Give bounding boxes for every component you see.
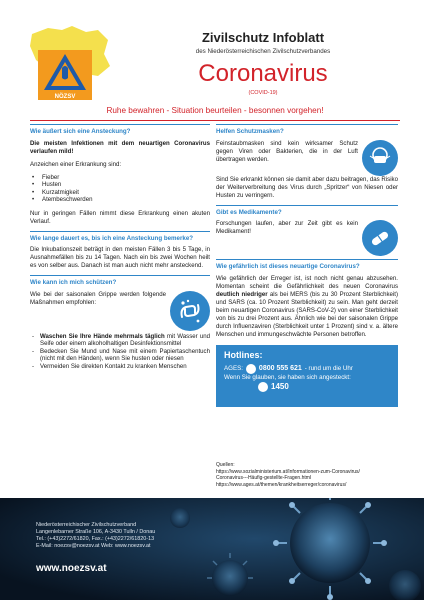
ages-label: AGES:: [224, 364, 243, 372]
face-mask-icon: [362, 140, 398, 176]
svg-text:NÖZSV: NÖZSV: [54, 94, 76, 100]
phone-icon: [246, 364, 256, 374]
measures-intro: Wie bei der saisonalen Grippe werden folgende Maßnahmen empfohlen:: [30, 290, 166, 306]
main-title: Coronavirus: [198, 60, 328, 87]
sources-label: Quellen:: [216, 462, 235, 468]
pill-icon: [362, 220, 398, 256]
medication-text: Forschungen laufen, aber zur Zeit gibt es kein Medikament!: [216, 220, 358, 235]
footer-phone: Tel.: (+43)2272/61820, Fax.: (+43)2272/61820-13: [36, 536, 155, 542]
section-heading-masks: Helfen Schutzmasken?: [216, 124, 398, 136]
symptom-list: [30, 174, 210, 204]
section-heading-incubation: Wie lange dauert es, bis ich eine Ansteckung bemerke?: [30, 231, 210, 243]
hotline-title: Hotlines:: [224, 349, 263, 360]
masks-text-1: Feinstaubmasken sind kein wirksamer Schutz gegen Viren oder Bakterien, die in der Luft übertragen werden.: [216, 139, 358, 163]
list-item: - Bedecken Sie Mund und Nase mit einem Papiertaschentuch (nicht mit den Händen), wenn Sie husten oder niesen: [30, 348, 210, 363]
footer-street: Langenlebarner Straße 106, A-3430 Tulln / Donau: [36, 529, 156, 535]
ill-hotline-row: [224, 382, 390, 392]
list-item: • Atembeschwerden: [30, 196, 210, 204]
ages-hotline-row: [224, 364, 390, 374]
footer-address: [36, 522, 155, 550]
masks-text-2: Sind Sie erkrankt können sie damit aber dazu beitragen, das Risiko der Weiterverbreitung des Virus durch „Spritzer“ von Niesen oder Husten zu verringern.: [216, 175, 398, 199]
section-heading-infection: Wie äußert sich eine Ansteckung?: [30, 124, 210, 136]
header-subtitle: des Niederösterreichischen Zivilschutzverbandes: [195, 48, 331, 55]
list-item: • Husten: [30, 181, 210, 189]
ill-number[interactable]: 1450: [271, 381, 289, 391]
mild-course-text: Die meisten Infektionen mit dem neuartigen Coronavirus verlaufen mild!: [30, 139, 210, 155]
list-item: • Kurzatmigkeit: [30, 189, 210, 197]
symptoms-intro: Anzeichen einer Erkrankung sind:: [30, 160, 122, 168]
danger-text: Wie gefährlich der Erreger ist, ist noch nicht genau abzusehen. Momentan scheint die Gefährlichkeit des neuen Coronavirus deutlich niedriger als bei MERS (bis zu 30 Prozent Sterblichkeit) und SARS (ca. 10 Prozent Sterblichkeit) zu sein. Man geht derzeit beim neuartigen Coronavirus (SARS-CoV-2) von einer Sterblichkeit von bis zu drei Prozent aus. Ähnlich wie bei der saisonalen Grippe durch Influenzaviren (Sterblichkeit unter 1 Prozent) sind v. a. ältere Menschen und immungeschwächte Personen betroffen.: [216, 274, 398, 338]
section-heading-protection: Wie kann ich mich schützen?: [30, 275, 210, 287]
section-heading-medication: Gibt es Medikamente?: [216, 205, 398, 217]
source-link[interactable]: https://www.sozialministerium.at/Informationen-zum-Coronavirus/: [216, 468, 360, 475]
covid-tag: (COVID-19): [248, 90, 278, 96]
handwashing-icon: [170, 291, 210, 331]
footer-org-name: Niederösterreichischer Zivilschutzverband: [36, 522, 137, 528]
right-column: [216, 124, 398, 407]
hotline-box: [216, 345, 398, 407]
list-item: - Waschen Sie Ihre Hände mehrmals täglich mit Wasser und Seife oder einem alkoholhaltigen Desinfektionsmittel: [30, 333, 210, 348]
phone-icon: [258, 382, 268, 392]
section-heading-danger: Wie gefährlich ist dieses neuartige Coronavirus?: [216, 259, 398, 271]
header-divider: [30, 120, 400, 121]
ill-text: Wenn Sie glauben, sie haben sich angesteckt:: [224, 373, 351, 381]
list-item: - Vermeiden Sie direkten Kontakt zu kranken Menschen: [30, 363, 210, 370]
source-link[interactable]: https://www.ages.at/themen/krankheitserreger/coronavirus/: [216, 481, 347, 488]
noezsv-logo: [28, 24, 114, 104]
left-column: [30, 124, 210, 370]
incubation-text: Die Inkubationszeit beträgt in den meisten Fällen 3 bis 5 Tage, in Ausnahmefällen bis zu 14 Tagen. Nach ein bis zwei Wochen heilt es von selber aus. Danach ist man auch nicht mehr ansteckend.: [30, 246, 210, 270]
header-title: Zivilschutz Infoblatt: [201, 30, 325, 45]
ages-hours: - rund um die Uhr: [304, 364, 353, 372]
measures-list: [30, 333, 210, 370]
list-item: • Fieber: [30, 174, 210, 182]
acute-course-text: Nur in geringen Fällen nimmt diese Erkrankung einen akuten Verlauf.: [30, 209, 210, 225]
source-link[interactable]: Coronavirus---Häufig-gestellte-Fragen.html: [216, 475, 312, 482]
slogan: Ruhe bewahren - Situation beurteilen - besonnen vorgehen!: [106, 106, 324, 115]
footer-contact: E-Mail: noezsv@noezsv.at Web: www.noezsv.at: [36, 543, 151, 549]
sources: [216, 462, 400, 488]
footer-website-link[interactable]: www.noezsv.at: [36, 563, 107, 574]
ages-number[interactable]: 0800 555 621: [258, 364, 302, 372]
